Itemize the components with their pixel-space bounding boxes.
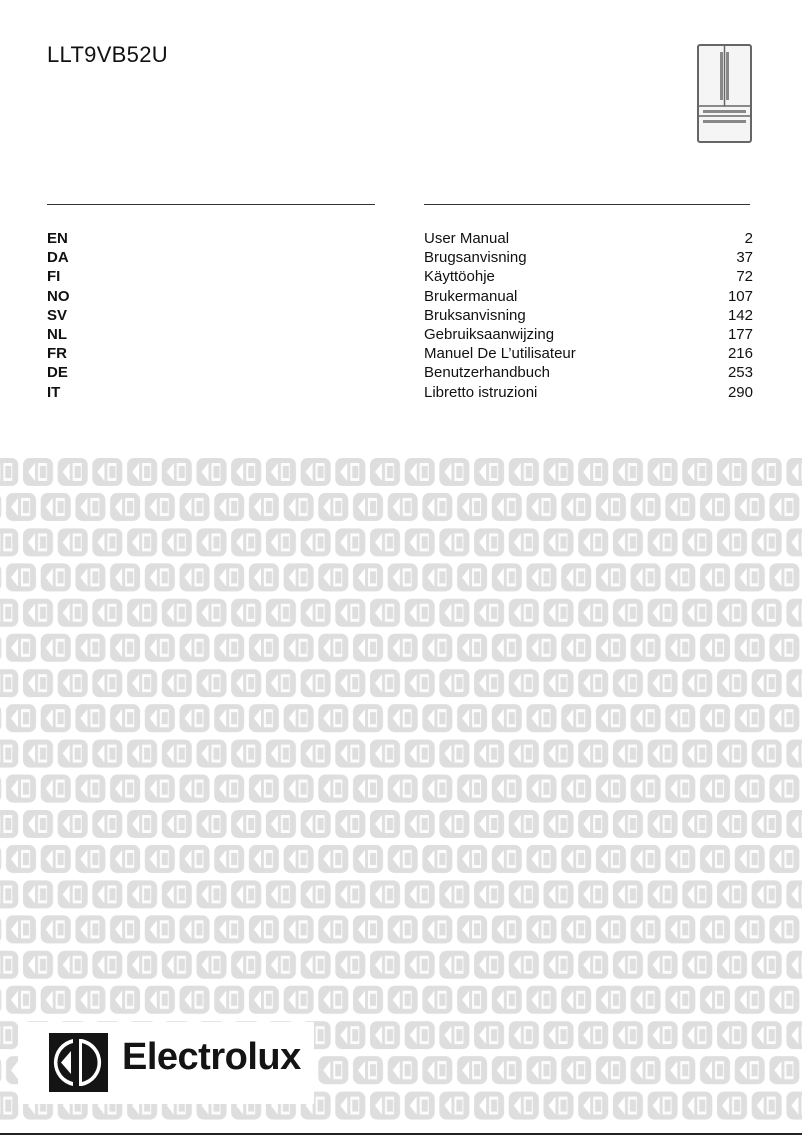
language-code: EN xyxy=(47,230,68,247)
page-number: 72 xyxy=(736,268,753,286)
index-row xyxy=(424,287,753,306)
french-door-fridge-icon xyxy=(697,44,752,143)
language-code: SV xyxy=(47,306,68,324)
index-row xyxy=(424,306,753,325)
manual-title: Manuel De L’utilisateur xyxy=(424,345,576,363)
manual-title: Bruksanvisning xyxy=(424,306,526,324)
language-code: FI xyxy=(47,268,61,286)
electrolux-logo-icon xyxy=(49,1033,108,1092)
page-number: 253 xyxy=(727,364,753,382)
logo-pattern-background xyxy=(0,455,802,1120)
page-number: 216 xyxy=(727,345,753,363)
model-number: LLT9VB52U xyxy=(47,42,168,67)
index-row xyxy=(424,248,753,267)
language-code: DE xyxy=(47,364,68,382)
manual-title: Brugsanvisning xyxy=(424,249,527,267)
language-code: IT xyxy=(47,383,61,401)
bottom-border xyxy=(0,1133,802,1135)
manual-title: User Manual xyxy=(424,230,510,247)
page-number: 177 xyxy=(727,325,753,343)
divider-right xyxy=(424,204,750,205)
index-row xyxy=(424,325,753,344)
language-codes xyxy=(47,229,70,402)
language-code: DA xyxy=(47,249,69,267)
page-number: 290 xyxy=(727,383,753,401)
manual-index xyxy=(424,229,753,402)
pattern-svg xyxy=(0,455,802,1120)
page-number: 37 xyxy=(736,249,753,267)
index-row xyxy=(424,267,753,286)
manual-title: Benutzerhandbuch xyxy=(424,364,550,382)
index-row xyxy=(424,383,753,402)
divider-left xyxy=(47,204,375,205)
manual-title: Gebruiksaanwijzing xyxy=(424,325,555,343)
language-code: NO xyxy=(47,287,70,305)
index-row xyxy=(424,229,753,248)
page-number: 142 xyxy=(727,306,753,324)
page-number: 2 xyxy=(744,230,753,247)
language-code: FR xyxy=(47,345,67,363)
language-code: NL xyxy=(47,325,67,343)
manual-title: Käyttöohje xyxy=(424,268,495,286)
page-number: 107 xyxy=(727,287,753,305)
manual-title: Libretto istruzioni xyxy=(424,383,538,401)
index-row xyxy=(424,363,753,382)
manual-title: Brukermanual xyxy=(424,287,518,305)
brand-wordmark: Electrolux xyxy=(122,1036,301,1078)
index-row xyxy=(424,344,753,363)
